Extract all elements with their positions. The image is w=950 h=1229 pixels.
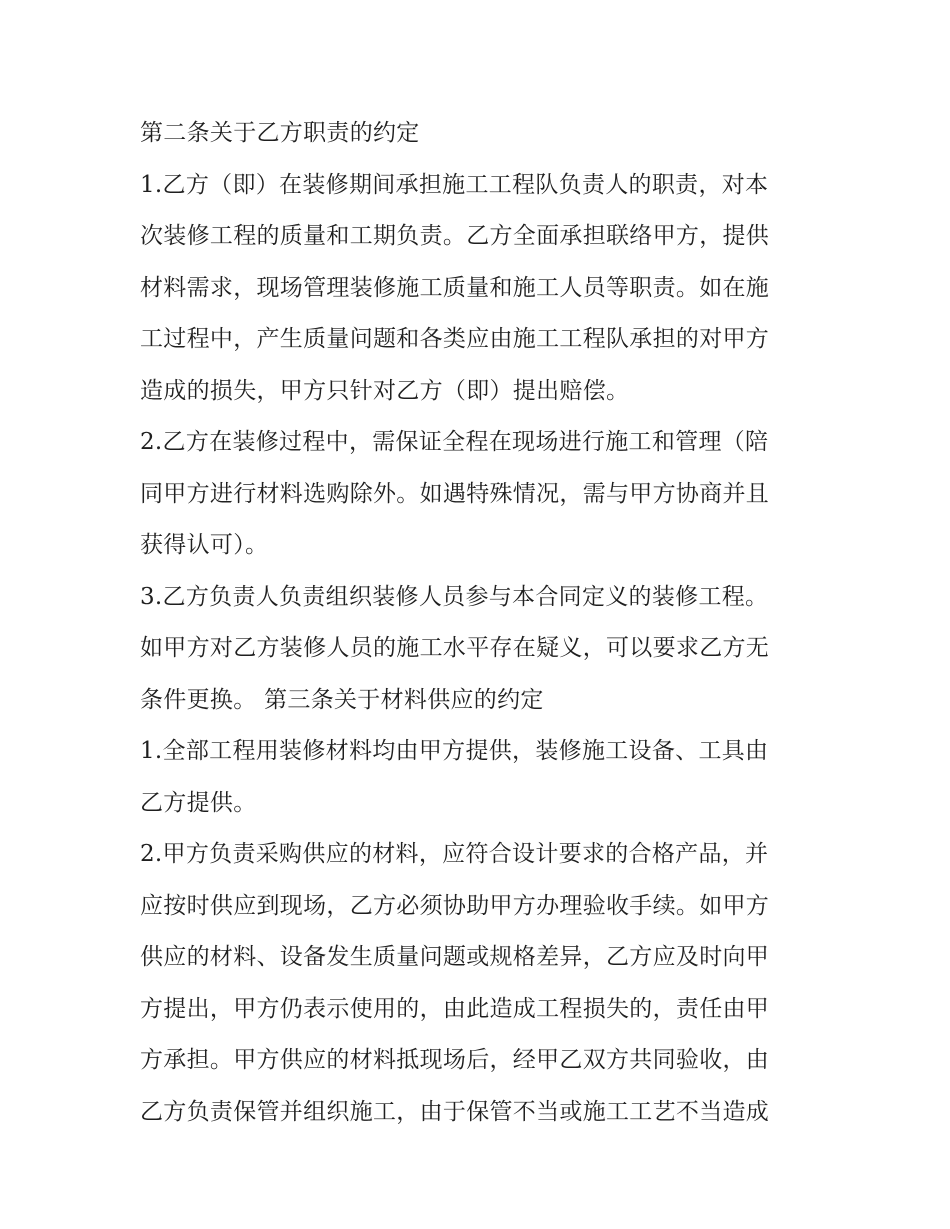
text-line: 3.乙方负责人负责组织装修人员参与本合同定义的装修工程。 xyxy=(140,583,769,610)
text-line: 乙方负责保管并组织施工，由于保管不当或施工工艺不当造成 xyxy=(140,1098,770,1125)
text-line: 方承担。甲方供应的材料抵现场后，经甲乙双方共同验收，由 xyxy=(140,1047,770,1073)
text-line: 同甲方进行材料选购除外。如遇特殊情况，需与甲方协商并且 xyxy=(140,480,770,507)
section-heading: 第二条关于乙方职责的约定 xyxy=(140,120,420,146)
text-line: 1.全部工程用装修材料均由甲方提供，装修施工设备、工具由 xyxy=(140,738,769,764)
text-line: 如甲方对乙方装修人员的施工水平存在疑义，可以要求乙方无 xyxy=(140,635,770,661)
text-line: 次装修工程的质量和工期负责。乙方全面承担联络甲方，提供 xyxy=(140,223,770,249)
text-line: 条件更换。 第三条关于材料供应的约定 xyxy=(140,686,544,713)
text-line: 方提出，甲方仍表示使用的，由此造成工程损失的，责任由甲 xyxy=(140,995,770,1022)
text-line: 2.甲方负责采购供应的材料，应符合设计要求的合格产品，并 xyxy=(140,841,769,867)
text-line: 2.乙方在装修过程中，需保证全程在现场进行施工和管理（陪 xyxy=(140,429,769,455)
text-line: 乙方提供。 xyxy=(140,789,257,816)
text-line: 获得认可）。 xyxy=(140,532,269,558)
text-line: 应按时供应到现场，乙方必须协助甲方办理验收手续。如甲方 xyxy=(140,892,770,919)
text-line: 造成的损失，甲方只针对乙方（即）提出赔偿。 xyxy=(140,377,630,404)
text-line: 材料需求，现场管理装修施工质量和施工人员等职责。如在施 xyxy=(140,274,770,301)
text-line: 供应的材料、设备发生质量问题或规格差异，乙方应及时向甲 xyxy=(140,944,770,970)
text-line: 1.乙方（即）在装修期间承担施工工程队负责人的职责，对本 xyxy=(140,171,769,198)
text-line: 工过程中，产生质量问题和各类应由施工工程队承担的对甲方 xyxy=(140,326,770,352)
document-body xyxy=(140,108,820,1138)
